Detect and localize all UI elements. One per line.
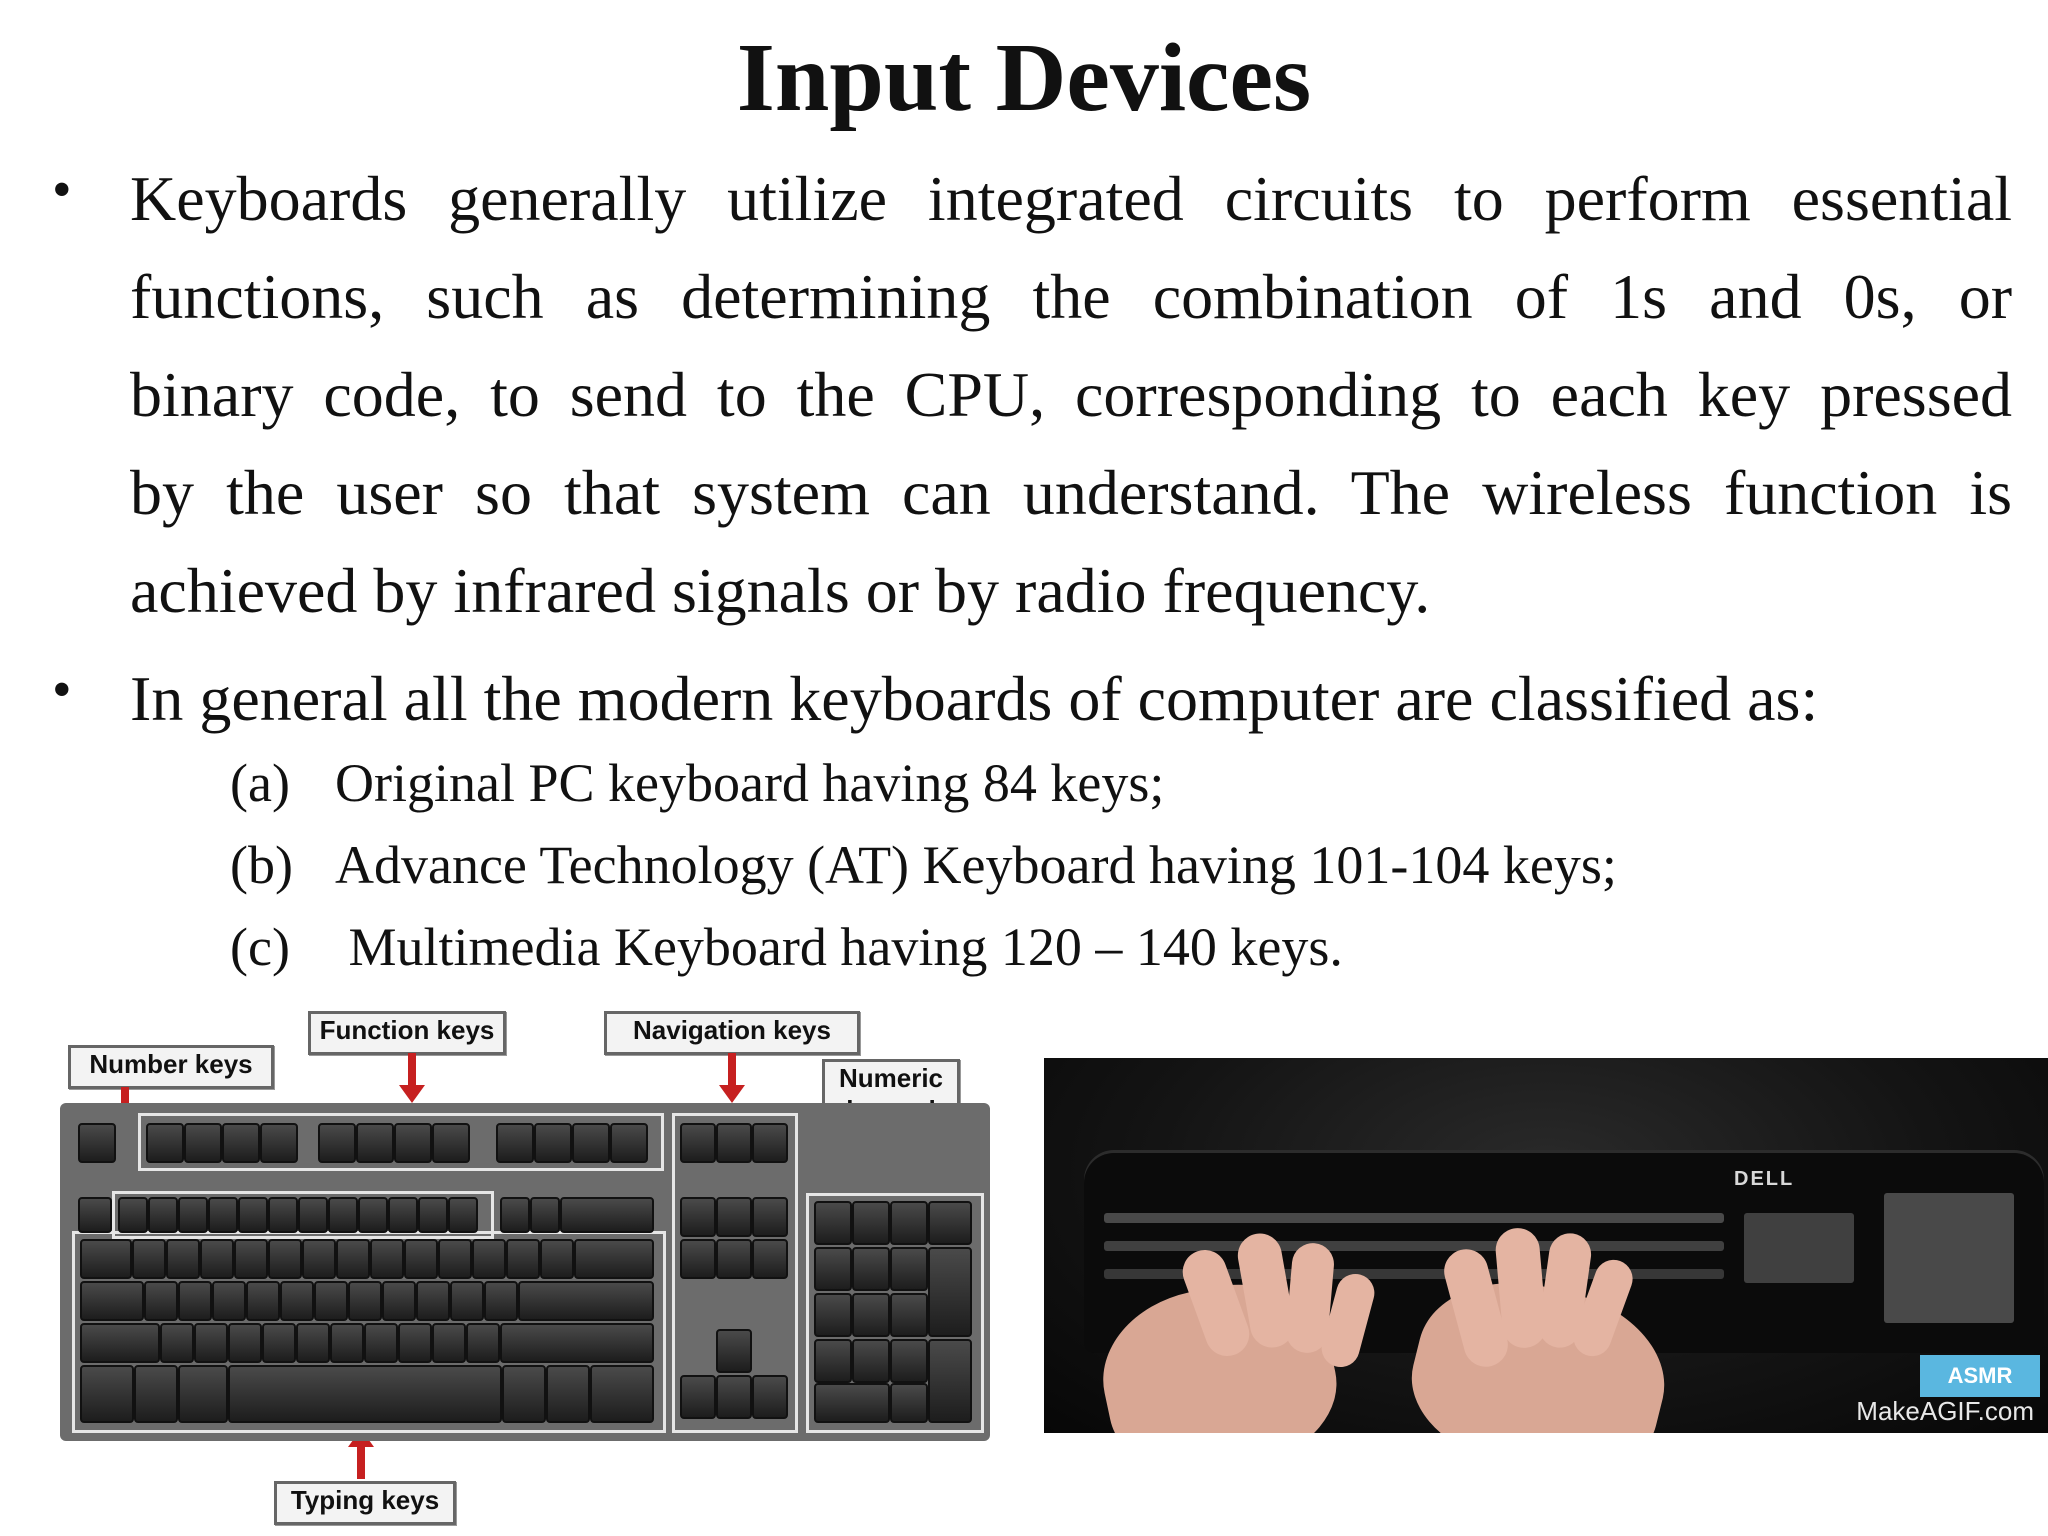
number-keys-callout: Number keys: [68, 1045, 274, 1089]
key: [394, 1123, 432, 1163]
key: [852, 1247, 890, 1291]
key: [298, 1197, 328, 1233]
key: [200, 1239, 234, 1279]
key: [328, 1197, 358, 1233]
key: [178, 1365, 228, 1423]
key: [228, 1365, 502, 1423]
key: [432, 1123, 470, 1163]
key: [80, 1239, 132, 1279]
key: [572, 1123, 610, 1163]
key: [364, 1323, 398, 1363]
key: [716, 1197, 752, 1237]
bullet-1-line: functions, such as determining the combination of 1s and 0s, or: [130, 261, 2012, 332]
key: [472, 1239, 506, 1279]
list-item: [230, 742, 1164, 824]
makeagif-watermark: MakeAGIF.com: [1856, 1396, 2034, 1426]
key: [610, 1123, 648, 1163]
key: [184, 1123, 222, 1163]
key: [268, 1197, 298, 1233]
key: [752, 1239, 788, 1279]
key: [574, 1239, 654, 1279]
photo-key-row: [1104, 1241, 1724, 1251]
list-item-label: (c): [230, 917, 290, 977]
key: [132, 1239, 166, 1279]
asmr-badge: ASMR: [1920, 1355, 2040, 1397]
key: [178, 1281, 212, 1321]
key: [268, 1239, 302, 1279]
key: [432, 1323, 466, 1363]
key: [530, 1197, 560, 1233]
photo-key-block: [1884, 1193, 2014, 1323]
key: [212, 1281, 246, 1321]
key: [716, 1375, 752, 1419]
key: [166, 1239, 200, 1279]
key: [928, 1247, 972, 1337]
numeric-keypad-callout-line: Numeric: [838, 1063, 944, 1093]
key: [336, 1239, 370, 1279]
key: [852, 1339, 890, 1383]
key: [500, 1323, 654, 1363]
key: [280, 1281, 314, 1321]
key: [356, 1123, 394, 1163]
key: [260, 1123, 298, 1163]
key: [78, 1197, 112, 1233]
key: [228, 1323, 262, 1363]
key: [814, 1247, 852, 1291]
key: [234, 1239, 268, 1279]
list-item: [230, 906, 1343, 988]
key: [80, 1281, 144, 1321]
key: [752, 1197, 788, 1237]
key: [890, 1293, 928, 1337]
key: [502, 1365, 546, 1423]
key: [540, 1239, 574, 1279]
key: [178, 1197, 208, 1233]
keyboard-diagram: [60, 1005, 1000, 1530]
key: [388, 1197, 418, 1233]
key: [450, 1281, 484, 1321]
key: [416, 1281, 450, 1321]
key: [438, 1239, 472, 1279]
key: [500, 1197, 530, 1233]
bullet-1-line: Keyboards generally utilize integrated circuits to perform essential: [130, 163, 2012, 234]
key: [546, 1365, 590, 1423]
bullet-1-line: binary code, to send to the CPU, corresponding to each key pressed: [130, 359, 2012, 430]
bullet-1-text: [130, 150, 2012, 640]
key: [890, 1339, 928, 1383]
function-keys-arrow-head: [399, 1085, 425, 1103]
key: [330, 1323, 364, 1363]
function-keys-callout: Function keys: [308, 1011, 506, 1055]
key: [680, 1375, 716, 1419]
key: [370, 1239, 404, 1279]
key: [208, 1197, 238, 1233]
key: [382, 1281, 416, 1321]
key: [118, 1197, 148, 1233]
key: [518, 1281, 654, 1321]
function-keys-arrow: [408, 1053, 416, 1087]
bullet-2-text: [130, 650, 2012, 748]
key: [752, 1123, 788, 1163]
key: [296, 1323, 330, 1363]
photo-key-row: [1104, 1213, 1724, 1223]
key: [148, 1197, 178, 1233]
key: [890, 1383, 928, 1423]
key: [398, 1323, 432, 1363]
key: [80, 1323, 160, 1363]
key: [484, 1281, 518, 1321]
key: [466, 1323, 500, 1363]
list-item: [230, 824, 1617, 906]
key: [680, 1239, 716, 1279]
key: [262, 1323, 296, 1363]
list-item-text: Original PC keyboard having 84 keys;: [335, 753, 1165, 813]
list-item-label: (b): [230, 835, 293, 895]
photo-brand-logo: DELL: [1734, 1168, 1795, 1190]
slide-title: Input Devices: [736, 24, 1312, 132]
key: [560, 1197, 654, 1233]
key: [302, 1239, 336, 1279]
key: [238, 1197, 268, 1233]
key: [928, 1339, 972, 1423]
key: [404, 1239, 438, 1279]
bullet-2-marker: •: [52, 659, 72, 721]
key: [680, 1197, 716, 1237]
navigation-keys-arrow-head: [719, 1085, 745, 1103]
key: [246, 1281, 280, 1321]
key: [928, 1201, 972, 1245]
key: [852, 1293, 890, 1337]
key: [146, 1123, 184, 1163]
key: [134, 1365, 178, 1423]
key: [534, 1123, 572, 1163]
key: [144, 1281, 178, 1321]
key: [506, 1239, 540, 1279]
key: [78, 1123, 116, 1163]
typing-keys-arrow: [357, 1445, 365, 1479]
key: [814, 1293, 852, 1337]
keyboard-body: [60, 1103, 990, 1441]
key: [222, 1123, 260, 1163]
key: [194, 1323, 228, 1363]
key: [314, 1281, 348, 1321]
key: [716, 1239, 752, 1279]
key: [418, 1197, 448, 1233]
bullet-2-line: In general all the modern keyboards of computer are classified as:: [130, 663, 1819, 734]
list-item-label: (a): [230, 753, 290, 813]
key: [80, 1365, 134, 1423]
key: [448, 1197, 478, 1233]
typing-hands-photo: [1044, 1058, 2048, 1433]
bullet-1-line: achieved by infrared signals or by radio frequency.: [130, 555, 1431, 626]
navigation-keys-callout: Navigation keys: [604, 1011, 860, 1055]
key: [160, 1323, 194, 1363]
navigation-keys-arrow: [728, 1053, 736, 1087]
key: [590, 1365, 654, 1423]
key: [358, 1197, 388, 1233]
list-item-text: Multimedia Keyboard having 120 – 140 keys.: [335, 917, 1343, 977]
key: [814, 1201, 852, 1245]
key: [814, 1339, 852, 1383]
key: [852, 1201, 890, 1245]
key: [752, 1375, 788, 1419]
list-item-text: Advance Technology (AT) Keyboard having 101-104 keys;: [335, 835, 1617, 895]
key: [496, 1123, 534, 1163]
bullet-1-marker: •: [52, 159, 72, 221]
key: [348, 1281, 382, 1321]
key: [716, 1123, 752, 1163]
bullet-1-line: by the user so that system can understand. The wireless function is: [130, 457, 2012, 528]
key: [680, 1123, 716, 1163]
key: [890, 1201, 928, 1245]
key: [318, 1123, 356, 1163]
key: [890, 1247, 928, 1291]
key: [814, 1383, 890, 1423]
typing-keys-callout: Typing keys: [274, 1481, 456, 1525]
key: [716, 1329, 752, 1373]
photo-key-block: [1744, 1213, 1854, 1283]
